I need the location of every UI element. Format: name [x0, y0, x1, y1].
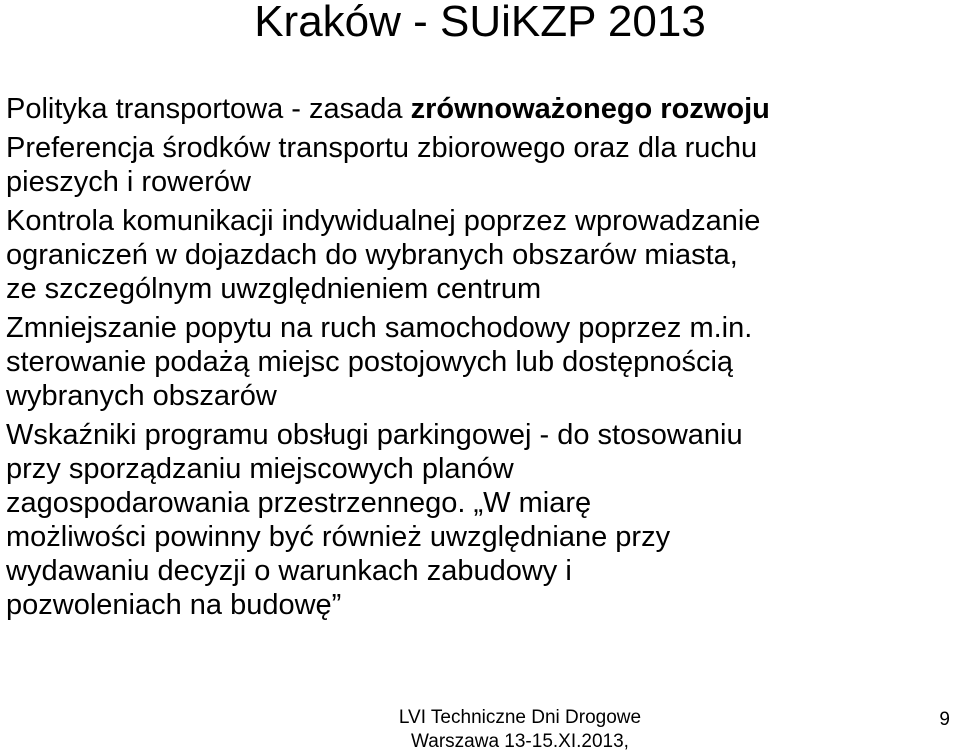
bullet-line: pieszych i rowerów [6, 166, 251, 198]
slide-title: Kraków - SUiKZP 2013 [254, 0, 706, 46]
bullet-line: przy sporządzaniu miejscowych planów [6, 453, 514, 485]
bullet-preference [6, 131, 956, 199]
bullet-control [6, 204, 956, 306]
bullet-line: Wskaźniki programu obsługi parkingowej - do stosowaniu [6, 419, 743, 451]
bullet-line: pozwoleniach na budowę” [6, 589, 342, 621]
bullet-line: zagospodarowania przestrzennego. „W miarę [6, 487, 592, 519]
bullet-line: wydawaniu decyzji o warunkach zabudowy i [6, 555, 572, 587]
bullet-line: ze szczególnym uwzględnieniem centrum [6, 273, 542, 305]
bullet-line: wybranych obszarów [6, 380, 277, 412]
footer-event: LVI Techniczne Dni Drogowe [398, 707, 642, 728]
bullet-line: Zmniejszanie popytu na ruch samochodowy poprzez m.in. [6, 312, 753, 344]
bullet-indicators [6, 418, 956, 622]
slide-footer [340, 706, 700, 754]
bullet-policy [6, 92, 956, 126]
footer-place-date: Warszawa 13-15.XI.2013, [411, 731, 629, 752]
bullet-demand [6, 311, 956, 413]
bullet-line: ograniczeń w dojazdach do wybranych obszarów miasta, [6, 239, 738, 271]
page-number: 9 [939, 709, 950, 730]
slide-content [6, 92, 956, 627]
bullet-line: Preferencja środków transportu zbiorowego oraz dla ruchu [6, 132, 758, 164]
bullet-line: Kontrola komunikacji indywidualnej poprzez wprowadzanie [6, 205, 761, 237]
bullet-line: sterowanie podażą miejsc postojowych lub dostępnością [6, 346, 734, 378]
bullet-line: możliwości powinny być również uwzględniane przy [6, 521, 671, 553]
emphasis-text: zrównoważonego rozwoju [410, 93, 770, 125]
bullet-line: Polityka transportowa - zasada zrównoważonego rozwoju [6, 93, 770, 125]
